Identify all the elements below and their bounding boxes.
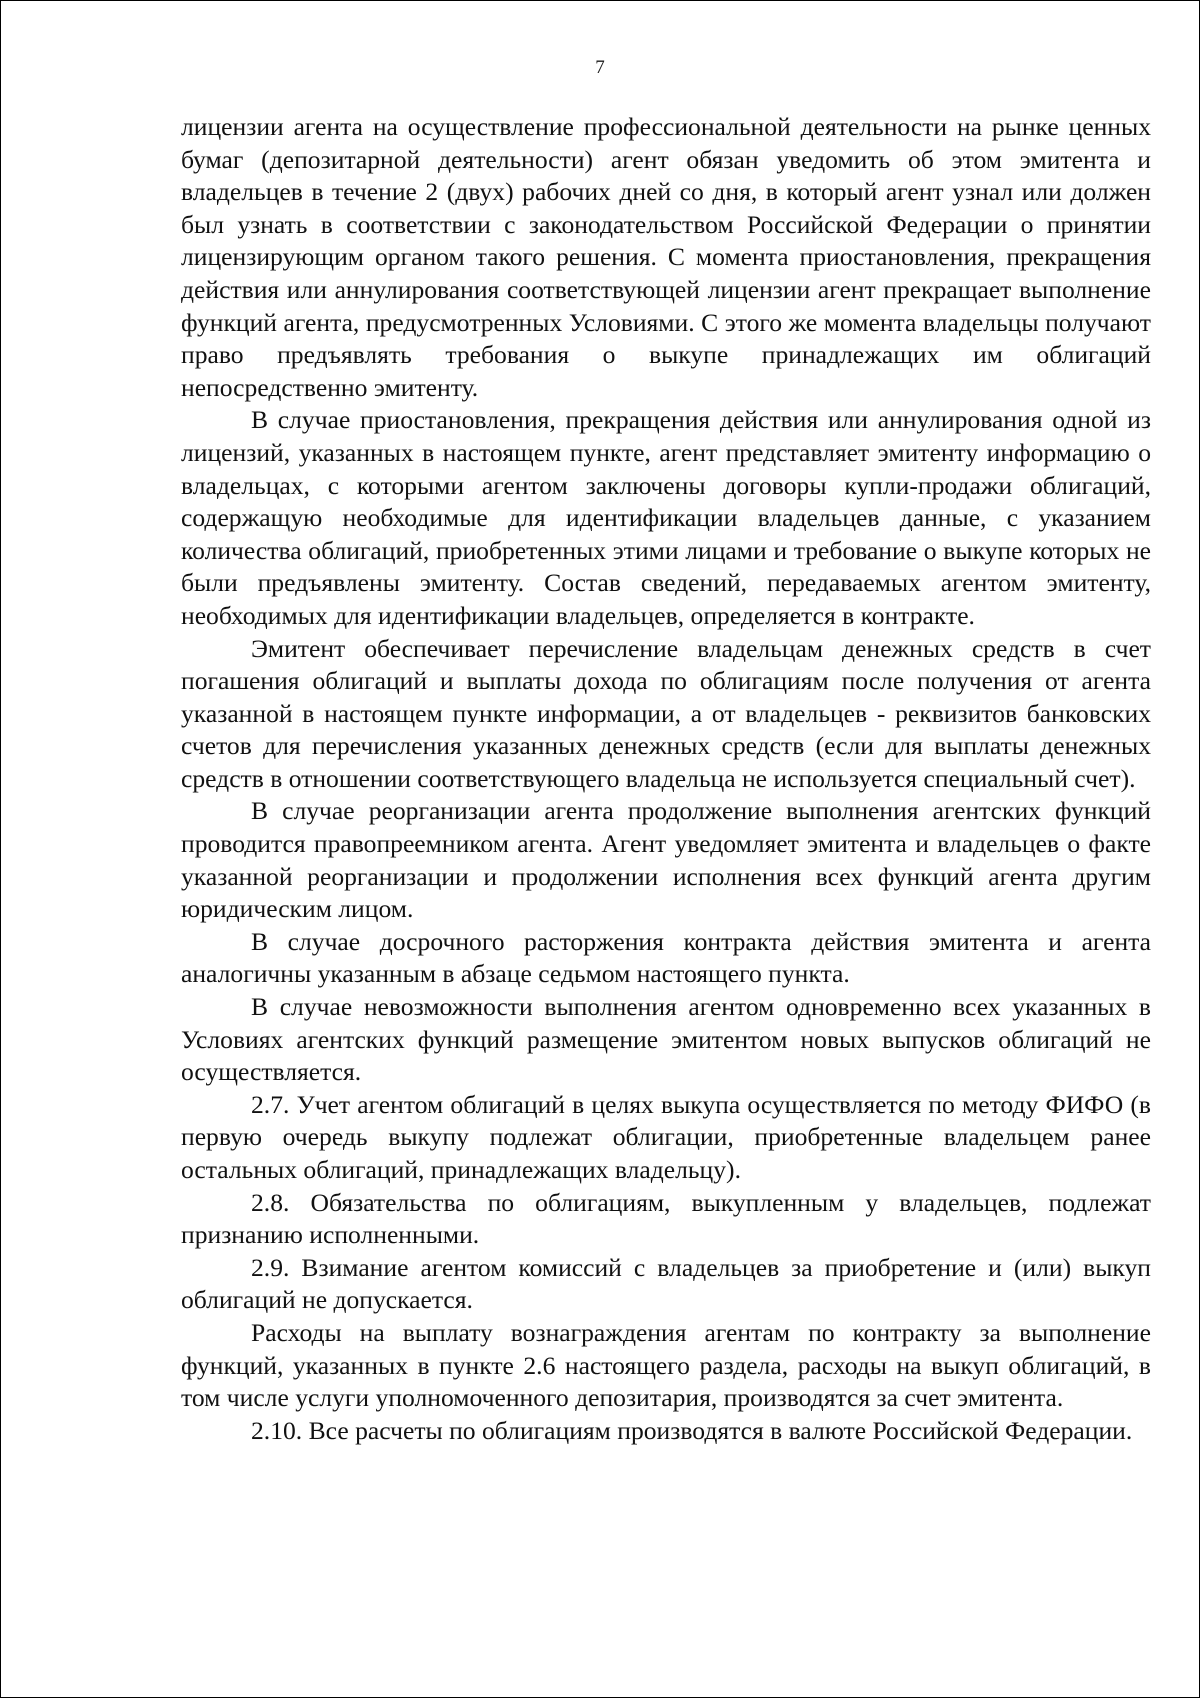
page-number: 7 <box>595 57 605 78</box>
paragraph-license-notification: лицензии агента на осуществление профессиональной деятельности на рынке ценных бумаг (депозитарной деятельности) агент обязан уведомить об этом эмитента и владельцев в течение 2 (двух) рабочих дней со дня, в который агент узнал или должен был узнать в соответствии с законодательством Российской Федерации о принятии лицензирующим органом такого решения. С момента приостановления, прекращения действия или аннулирования соответствующей лицензии агент прекращает выполнение функций агента, предусмотренных Условиями. С этого же момента владельцы получают право предъявлять требования о выкупе принадлежащих им облигаций непосредственно эмитенту. <box>181 112 1151 402</box>
paragraph-issuer-transfer: Эмитент обеспечивает перечисление владельцам денежных средств в счет погашения облигаций и выплаты дохода по облигациям после получения от агента указанной в настоящем пункте информации, а от владельцев - реквизитов банковских счетов для перечисления указанных денежных средств (если для выплаты денежных средств в отношении соответствующего владельца не используется специальный счет). <box>181 633 1151 793</box>
paragraph-2-10: 2.10. Все расчеты по облигациям производятся в валюте Российской Федерации. <box>251 1415 1133 1445</box>
paragraph-2-9: 2.9. Взимание агентом комиссий с владельцев за приобретение и (или) выкуп облигаций не допускается. <box>181 1252 1151 1315</box>
paragraph-2-7: 2.7. Учет агентом облигаций в целях выкупа осуществляется по методу ФИФО (в первую очередь выкупу подлежат облигации, приобретенные владельцем ранее остальных облигаций, принадлежащих владельцу). <box>181 1089 1151 1184</box>
paragraph-license-suspension: В случае приостановления, прекращения действия или аннулирования одной из лицензий, указанных в настоящем пункте, агент представляет эмитенту информацию о владельцах, с которыми агентом заключены договоры купли-продажи облигаций, содержащую необходимые для идентификации владельцев данные, с указанием количества облигаций, приобретенных этими лицами и требование о выкупе которых не были предъявлены эмитенту. Состав сведений, передаваемых агентом эмитенту, необходимых для идентификации владельцев, определяется в контракте. <box>181 405 1151 630</box>
document-body <box>181 111 1151 1447</box>
paragraph-expenses: Расходы на выплату вознаграждения агентам по контракту за выполнение функций, указанных в пункте 2.6 настоящего раздела, расходы на выкуп облигаций, в том числе услуги уполномоченного депозитария, производятся за счет эмитента. <box>181 1317 1151 1413</box>
paragraph-contract-termination: В случае досрочного расторжения контракта действия эмитента и агента аналогичны указанным в абзаце седьмом настоящего пункта. <box>181 926 1151 989</box>
paragraph-2-8: 2.8. Обязательства по облигациям, выкупленным у владельцев, подлежат признанию исполненными. <box>181 1187 1151 1250</box>
paragraph-agent-reorganization: В случае реорганизации агента продолжение выполнения агентских функций проводится правопреемником агента. Агент уведомляет эмитента и владельцев о факте указанной реорганизации и продолжении исполнения всех функций агента другим юридическим лицом. <box>181 796 1151 924</box>
paragraph-impossibility: В случае невозможности выполнения агентом одновременно всех указанных в Условиях агентских функций размещение эмитентом новых выпусков облигаций не осуществляется. <box>181 992 1151 1087</box>
